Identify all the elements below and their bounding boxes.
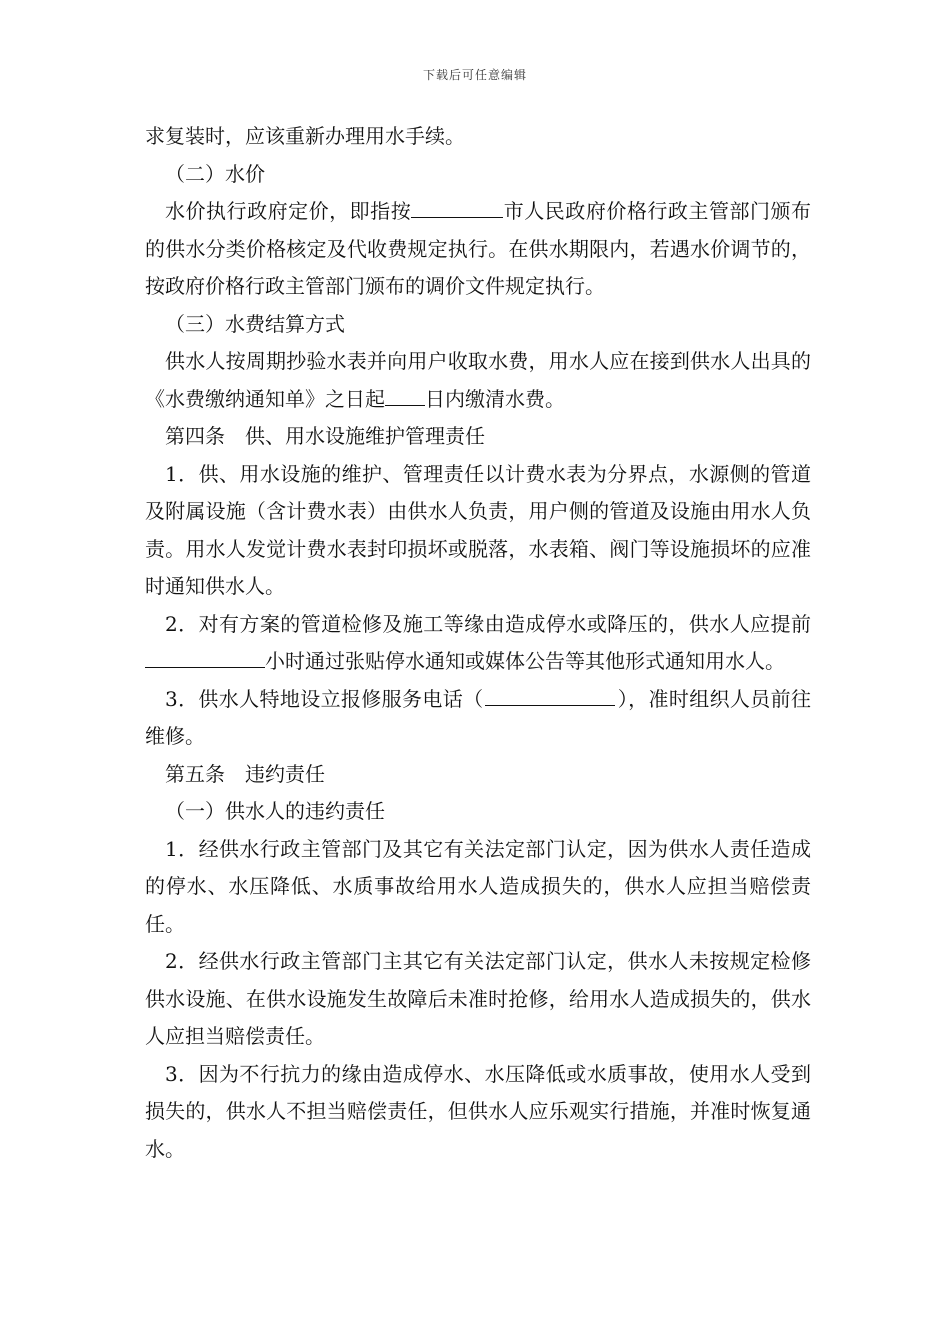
fill-blank-city[interactable] [411, 199, 503, 218]
fill-blank-phone[interactable] [485, 687, 615, 706]
article-heading-5: 第五条 违约责任 [165, 761, 325, 786]
paragraph-text: 日内缴清水费。 [425, 386, 565, 411]
section-heading-water-price: （二）水价 [165, 161, 265, 186]
page-header: 下载后可任意编辑 [422, 68, 527, 82]
paragraph-reinstall: 求复装时，应该重新办理用水手续。 [145, 124, 465, 148]
article-heading-4: 第四条 供、用水设施维护管理责任 [165, 424, 485, 448]
paragraph-5-1: 1．经供水行政主管部门及其它有关法定部门认定，因为供水人责任造成的停水、水压降低、水质事故给用水人造成损失的，供水人应担当赔偿责任。 [145, 836, 811, 936]
paragraph-5-3: 3．因为不行抗力的缘由造成停水、水压降低或水质事故，使用水人受到损失的，供水人不担当赔偿责任，但供水人应乐观实行措施，并准时恢复通水。 [145, 1061, 811, 1161]
paragraph-water-price [145, 193, 811, 306]
paragraph-settlement [145, 343, 811, 418]
document-body [145, 118, 811, 1168]
paragraph-text: 3．供水人特地设立报修服务电话（ [165, 686, 484, 711]
paragraph-text: 市人民政府价格行政主管部门颁布的供水分类价格核定及代收费规定执行。在供水期限内，若遇水价调节的，按政府价格行政主管部门颁布的调价文件规定执行。 [145, 199, 812, 298]
paragraph-text: 水价执行政府定价，即指按 [165, 199, 412, 223]
paragraph-4-2 [145, 606, 811, 681]
paragraph-4-1: 1．供、用水设施的维护、管理责任以计费水表为分界点，水源侧的管道及附属设施（含计费水表）由供水人负责，用户侧的管道及设施由用水人负责。用水人发觉计费水表封印损坏或脱落，水表箱、阀门等设施损坏的应准时通知供水人。 [145, 461, 811, 598]
paragraph-text: ），准时组织人员前往维修。 [145, 686, 812, 748]
paragraph-5-2: 2．经供水行政主管部门主其它有关法定部门认定，供水人未按规定检修供水设施、在供水设施发生故障后未准时抢修，给用水人造成损失的，供水人应担当赔偿责任。 [145, 949, 811, 1048]
section-heading-supplier-liability: （一）供水人的违约责任 [165, 799, 385, 823]
fill-blank-days[interactable] [385, 387, 425, 406]
section-heading-settlement: （三）水费结算方式 [165, 311, 345, 336]
paragraph-4-3 [145, 681, 811, 756]
fill-blank-hours[interactable] [145, 649, 265, 668]
paragraph-text: 2．对有方案的管道检修及施工等缘由造成停水或降压的，供水人应提前 [165, 611, 811, 636]
paragraph-text: 小时通过张贴停水通知或媒体公告等其他形式通知用水人。 [265, 649, 785, 673]
paragraph-text: 供水人按周期抄验水表并向用户收取水费，用水人应在接到供水人出具的《水费缴纳通知单》之日起 [145, 349, 811, 411]
